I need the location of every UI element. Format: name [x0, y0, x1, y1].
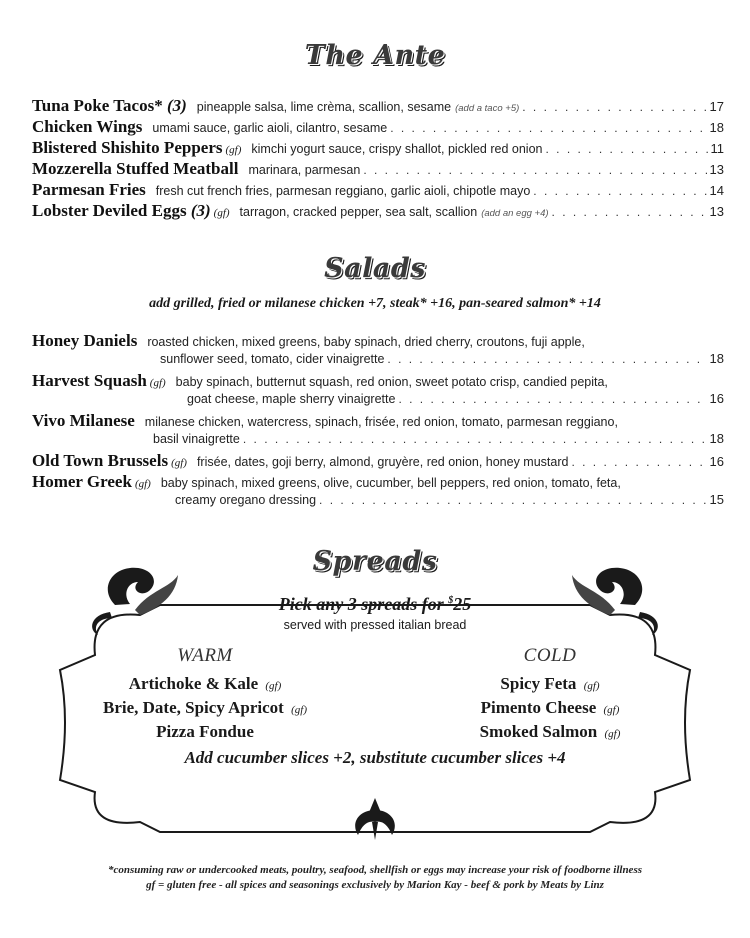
- cold-heading: COLD: [523, 645, 577, 666]
- salad-item: [32, 331, 724, 371]
- gluten-free-tag: (gf): [171, 457, 187, 469]
- salad-item: [32, 451, 724, 472]
- item-note: (add an egg +4): [481, 208, 549, 219]
- item-price: 11: [710, 141, 724, 156]
- item-name: Old Town Brussels: [32, 451, 169, 470]
- item-desc: umami sauce, garlic aioli, cilantro, sesame: [152, 121, 388, 135]
- spread-item: Spicy Feta (gf): [500, 674, 600, 693]
- salads-list: [32, 331, 724, 512]
- ante-item: [32, 96, 724, 117]
- salad-item: [32, 411, 724, 451]
- spread-item: Brie, Date, Spicy Apricot (gf): [103, 698, 307, 717]
- ante-title: The Ante: [304, 40, 446, 71]
- item-name: Vivo Milanese: [32, 411, 135, 430]
- item-desc: baby spinach, mixed greens, olive, cucumber, bell peppers, red onion, tomato, feta,: [160, 476, 621, 490]
- cold-column: [440, 645, 660, 745]
- item-name: Mozzerella Stuffed Meatball: [32, 159, 239, 178]
- leader-dots: [387, 352, 706, 366]
- item-desc: fresh cut french fries, parmesan reggiano, garlic aioli, chipotle mayo: [155, 184, 531, 198]
- leader-dots: [522, 100, 706, 114]
- item-desc-cont: goat cheese, maple sherry vinaigrette: [187, 392, 396, 406]
- item-price: 17: [709, 99, 724, 114]
- item-price: 13: [709, 162, 724, 177]
- item-name: Tuna Poke Tacos* (3): [32, 96, 187, 115]
- item-name: Parmesan Fries: [32, 180, 146, 199]
- item-note: (add a taco +5): [455, 103, 520, 114]
- leader-dots: [533, 184, 706, 198]
- item-price: 18: [709, 431, 724, 446]
- item-name: Harvest Squash: [32, 371, 147, 390]
- leader-dots: [243, 432, 707, 446]
- spreads-served-with: served with pressed italian bread: [283, 618, 467, 632]
- leader-dots: [363, 163, 706, 177]
- item-name: Blistered Shishito Peppers: [32, 138, 223, 157]
- item-price: 18: [709, 351, 724, 366]
- item-price: 18: [709, 120, 724, 135]
- ante-item: [32, 180, 724, 201]
- gluten-free-tag: (gf): [149, 377, 166, 389]
- ante-item: [32, 138, 724, 159]
- item-price: 16: [709, 454, 724, 469]
- leader-dots: [552, 205, 707, 219]
- item-name: Honey Daniels: [32, 331, 138, 350]
- raw-food-disclaimer: *consuming raw or undercooked meats, poultry, seafood, shellfish or eggs may increase your risk of foodborne illness: [107, 864, 643, 876]
- gluten-free-legend: gf = gluten free - all spices and seasonings exclusively by Marion Kay - beef & pork by Meats by Linz: [146, 879, 604, 891]
- spread-item: Smoked Salmon (gf): [479, 722, 621, 741]
- item-price: 15: [709, 492, 724, 507]
- item-desc: milanese chicken, watercress, spinach, frisée, red onion, tomato, parmesan reggiano,: [144, 415, 618, 429]
- bottom-ornament-icon: [355, 798, 395, 840]
- item-desc: pineapple salsa, lime crèma, scallion, sesame: [196, 100, 452, 114]
- gluten-free-tag: (gf): [213, 207, 230, 219]
- item-desc: tarragon, cracked pepper, sea salt, scallion: [239, 205, 478, 219]
- item-price: 14: [709, 183, 724, 198]
- ante-item: [32, 201, 724, 222]
- item-desc: frisée, dates, goji berry, almond, gruyère, red onion, honey mustard: [196, 455, 569, 469]
- leader-dots: [319, 493, 706, 507]
- item-desc: baby spinach, butternut squash, red onion, sweet potato crisp, candied pepita,: [175, 375, 608, 389]
- item-name: Lobster Deviled Eggs (3): [32, 201, 211, 220]
- warm-column: [95, 645, 315, 742]
- leader-dots: [545, 142, 707, 156]
- gluten-free-tag: (gf): [134, 478, 151, 490]
- item-name: Homer Greek: [32, 472, 132, 491]
- cucumber-addon: Add cucumber slices +2, substitute cucumber slices +4: [184, 748, 566, 767]
- item-desc-cont: sunflower seed, tomato, cider vinaigrette: [160, 352, 385, 366]
- spreads-title: Spreads: [312, 546, 438, 577]
- item-name: Chicken Wings: [32, 117, 143, 136]
- spread-item: Artichoke & Kale (gf): [128, 674, 282, 693]
- leader-dots: [390, 121, 706, 135]
- ante-item: [32, 159, 724, 180]
- leader-dots: [398, 392, 706, 406]
- gluten-free-tag: (gf): [225, 144, 242, 156]
- leader-dots: [571, 455, 706, 469]
- warm-heading: WARM: [177, 645, 233, 666]
- ante-list: [32, 96, 724, 222]
- spreads-offer: Pick any 3 spreads for $25: [278, 594, 472, 614]
- spread-item: Pizza Fondue: [156, 722, 254, 741]
- salad-item: [32, 472, 724, 512]
- ante-item: [32, 117, 724, 138]
- item-desc: kimchi yogurt sauce, crispy shallot, pickled red onion: [251, 142, 543, 156]
- spread-item: Pimento Cheese (gf): [480, 698, 620, 717]
- item-desc-cont: creamy oregano dressing: [175, 493, 317, 507]
- item-desc-cont: basil vinaigrette: [153, 432, 240, 446]
- item-desc: roasted chicken, mixed greens, baby spinach, dried cherry, croutons, fuji apple,: [147, 335, 585, 349]
- salad-protein-addons: add grilled, fried or milanese chicken +7, steak* +16, pan-seared salmon* +14: [149, 296, 601, 311]
- item-price: 16: [709, 391, 724, 406]
- item-desc: marinara, parmesan: [248, 163, 361, 177]
- salads-title: Salads: [324, 253, 426, 284]
- salad-item: [32, 371, 724, 411]
- item-price: 13: [709, 204, 724, 219]
